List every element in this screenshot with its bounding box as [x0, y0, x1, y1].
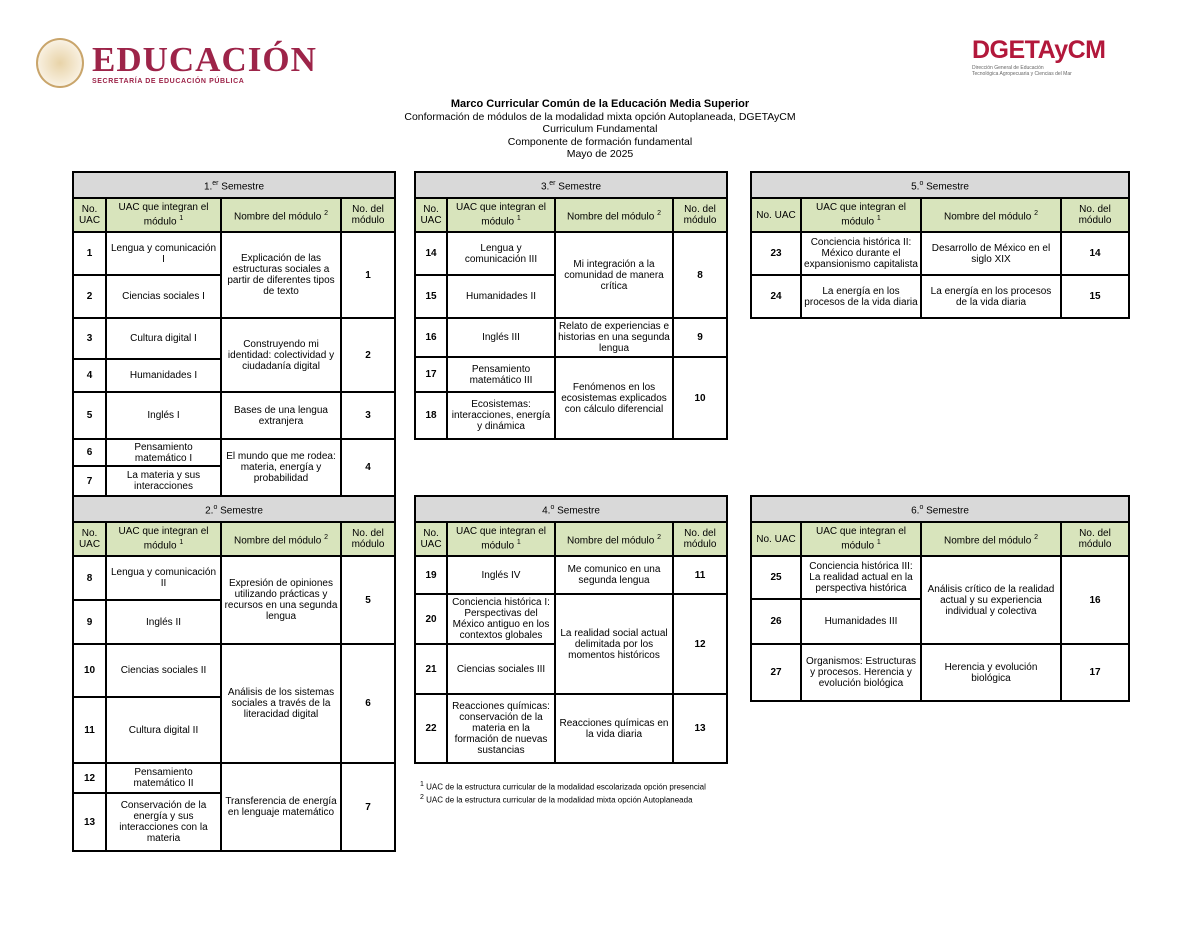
subtitle-conformacion: Conformación de módulos de la modalidad mixta opción Autoplaneada, DGETAyCM	[404, 110, 796, 123]
uac-name: Pensamiento matemático II	[106, 763, 221, 793]
semester-table-5	[750, 171, 1130, 319]
uac-number: 12	[73, 763, 106, 793]
module-name: Desarrollo de México en el siglo XIX	[921, 232, 1061, 275]
module-number: 17	[1061, 644, 1129, 701]
header-no-uac: No. UAC	[415, 198, 447, 232]
dgetaycm-name: DGETAyCM	[972, 36, 1106, 64]
module-number: 15	[1061, 275, 1129, 318]
uac-number: 11	[73, 697, 106, 763]
uac-name: La energía en los procesos de la vida diaria	[801, 275, 921, 318]
module-name: Herencia y evolución biológica	[921, 644, 1061, 701]
uac-name: Humanidades II	[447, 275, 555, 318]
header-nombre-modulo: Nombre del módulo $^2$	[555, 522, 673, 556]
module-number: 14	[1061, 232, 1129, 275]
subtitle-componente: Componente de formación fundamental	[507, 135, 693, 148]
table-row	[73, 318, 395, 359]
semester-title: 2.$^o$ Semestre	[73, 496, 395, 522]
module-name: La energía en los procesos de la vida diaria	[921, 275, 1061, 318]
uac-name: Ciencias sociales III	[447, 644, 555, 694]
module-name: Transferencia de energía en lenguaje matemático	[221, 763, 341, 851]
module-number: 7	[341, 763, 395, 851]
module-name: Análisis de los sistemas sociales a través de la literacidad digital	[221, 644, 341, 763]
sep-name: EDUCACIÓN	[92, 39, 317, 79]
uac-name: Humanidades III	[801, 599, 921, 644]
header-no-uac: No. UAC	[751, 522, 801, 556]
module-number: 4	[341, 439, 395, 496]
uac-number: 26	[751, 599, 801, 644]
dgetaycm-logo	[972, 36, 1106, 77]
table-row	[415, 318, 727, 357]
semester-table-3	[414, 171, 728, 440]
module-name: Relato de experiencias e historias en una segunda lengua	[555, 318, 673, 357]
header-no-modulo: No. del módulo	[1061, 522, 1129, 556]
uac-name: Inglés II	[106, 600, 221, 644]
semester-table-6	[750, 495, 1130, 702]
sep-logo	[36, 38, 317, 88]
module-name: Reacciones químicas en la vida diaria	[555, 694, 673, 763]
uac-number: 7	[73, 466, 106, 496]
header-nombre-modulo: Nombre del módulo $^2$	[921, 198, 1061, 232]
uac-number: 10	[73, 644, 106, 697]
uac-number: 24	[751, 275, 801, 318]
uac-number: 22	[415, 694, 447, 763]
table-row	[415, 357, 727, 392]
header-uac: UAC que integran el módulo $^1$	[801, 198, 921, 232]
document-titles	[300, 98, 900, 161]
semester-title: 1.$^{er}$ Semestre	[73, 172, 395, 198]
header-uac: UAC que integran el módulo $^1$	[106, 198, 221, 232]
uac-name: Reacciones químicas: conservación de la materia en la formación de nuevas sustancias	[447, 694, 555, 763]
uac-name: Conservación de la energía y sus interacciones con la materia	[106, 793, 221, 851]
footnote-1: $^1$ UAC de la estructura curricular de la modalidad escolarizada opción presencial	[420, 781, 706, 792]
national-seal-icon	[36, 38, 84, 88]
header-no-modulo: No. del módulo	[341, 198, 395, 232]
uac-name: Lengua y comunicación II	[106, 556, 221, 600]
module-number: 9	[673, 318, 727, 357]
table-row	[751, 232, 1129, 275]
table-row	[415, 694, 727, 763]
header-no-modulo: No. del módulo	[1061, 198, 1129, 232]
table-row	[751, 275, 1129, 318]
module-number: 16	[1061, 556, 1129, 644]
module-name: La realidad social actual delimitada por los momentos históricos	[555, 594, 673, 694]
uac-number: 3	[73, 318, 106, 359]
module-name: Expresión de opiniones utilizando prácticas y recursos en una segunda lengua	[221, 556, 341, 644]
uac-number: 18	[415, 392, 447, 439]
uac-number: 19	[415, 556, 447, 594]
semester-title: 6.$^o$ Semestre	[751, 496, 1129, 522]
uac-name: Lengua y comunicación III	[447, 232, 555, 275]
uac-name: Ciencias sociales II	[106, 644, 221, 697]
header-uac: UAC que integran el módulo $^1$	[106, 522, 221, 556]
uac-number: 2	[73, 275, 106, 318]
uac-number: 1	[73, 232, 106, 275]
header-uac: UAC que integran el módulo $^1$	[801, 522, 921, 556]
table-row	[751, 644, 1129, 701]
uac-number: 15	[415, 275, 447, 318]
uac-number: 27	[751, 644, 801, 701]
footnotes	[420, 780, 706, 805]
module-number: 6	[341, 644, 395, 763]
header-nombre-modulo: Nombre del módulo $^2$	[221, 522, 341, 556]
uac-number: 4	[73, 359, 106, 392]
module-number: 5	[341, 556, 395, 644]
module-number: 8	[673, 232, 727, 318]
table-row	[73, 232, 395, 275]
header-no-modulo: No. del módulo	[341, 522, 395, 556]
dgetaycm-subtitle-2: Tecnológica Agropecuaria y Ciencias del Mar	[972, 71, 1072, 77]
module-number: 1	[341, 232, 395, 318]
sep-subtitle: SECRETARÍA DE EDUCACIÓN PÚBLICA	[92, 77, 245, 85]
module-name: Me comunico en una segunda lengua	[555, 556, 673, 594]
uac-number: 21	[415, 644, 447, 694]
header-no-modulo: No. del módulo	[673, 522, 727, 556]
module-number: 11	[673, 556, 727, 594]
uac-name: Pensamiento matemático III	[447, 357, 555, 392]
semester-table-4	[414, 495, 728, 764]
table-row	[73, 556, 395, 600]
module-number: 12	[673, 594, 727, 694]
uac-name: Inglés IV	[447, 556, 555, 594]
uac-name: Conciencia histórica I: Perspectivas del México antiguo en los contextos globales	[447, 594, 555, 644]
header-uac: UAC que integran el módulo $^1$	[447, 198, 555, 232]
uac-name: Organismos: Estructuras y procesos. Herencia y evolución biológica	[801, 644, 921, 701]
header-no-uac: No. UAC	[415, 522, 447, 556]
uac-number: 17	[415, 357, 447, 392]
module-name: Construyendo mi identidad: colectividad y ciudadanía digital	[221, 318, 341, 392]
header-no-uac: No. UAC	[73, 198, 106, 232]
uac-number: 5	[73, 392, 106, 439]
module-name: Explicación de las estructuras sociales a partir de diferentes tipos de texto	[221, 232, 341, 318]
uac-number: 6	[73, 439, 106, 466]
module-number: 3	[341, 392, 395, 439]
module-number: 2	[341, 318, 395, 392]
document-title: Marco Curricular Común de la Educación Media Superior	[450, 98, 750, 110]
uac-number: 13	[73, 793, 106, 851]
table-row	[73, 439, 395, 466]
uac-name: Inglés I	[106, 392, 221, 439]
header-no-uac: No. UAC	[73, 522, 106, 556]
header-nombre-modulo: Nombre del módulo $^2$	[921, 522, 1061, 556]
module-number: 13	[673, 694, 727, 763]
header-nombre-modulo: Nombre del módulo $^2$	[555, 198, 673, 232]
uac-name: Ciencias sociales I	[106, 275, 221, 318]
header-nombre-modulo: Nombre del módulo $^2$	[221, 198, 341, 232]
table-row	[415, 556, 727, 594]
uac-name: La materia y sus interacciones	[106, 466, 221, 496]
module-name: Fenómenos en los ecosistemas explicados con cálculo diferencial	[555, 357, 673, 439]
module-name: Bases de una lengua extranjera	[221, 392, 341, 439]
uac-number: 20	[415, 594, 447, 644]
footnote-2: $^2$ UAC de la estructura curricular de la modalidad mixta opción Autoplaneada	[420, 793, 693, 805]
uac-name: Ecosistemas: interacciones, energía y dinámica	[447, 392, 555, 439]
uac-number: 23	[751, 232, 801, 275]
header-no-modulo: No. del módulo	[673, 198, 727, 232]
header-no-uac: No. UAC	[751, 198, 801, 232]
table-row	[415, 594, 727, 644]
table-row	[73, 763, 395, 793]
uac-number: 8	[73, 556, 106, 600]
uac-name: Cultura digital II	[106, 697, 221, 763]
table-row	[415, 232, 727, 275]
uac-name: Lengua y comunicación I	[106, 232, 221, 275]
header-uac: UAC que integran el módulo $^1$	[447, 522, 555, 556]
uac-name: Pensamiento matemático I	[106, 439, 221, 466]
uac-number: 16	[415, 318, 447, 357]
dgetaycm-subtitle-1: Dirección General de Educación	[972, 65, 1044, 71]
module-name: El mundo que me rodea: materia, energía y probabilidad	[221, 439, 341, 496]
table-row	[73, 644, 395, 697]
uac-number: 25	[751, 556, 801, 599]
module-name: Mi integración a la comunidad de manera crítica	[555, 232, 673, 318]
semester-title: 5.$^o$ Semestre	[751, 172, 1129, 198]
table-row	[73, 392, 395, 439]
uac-name: Inglés III	[447, 318, 555, 357]
uac-name: Conciencia histórica III: La realidad actual en la perspectiva histórica	[801, 556, 921, 599]
uac-number: 14	[415, 232, 447, 275]
table-row	[751, 556, 1129, 599]
semester-title: 3.$^{er}$ Semestre	[415, 172, 727, 198]
semester-table-2	[72, 495, 396, 852]
uac-name: Humanidades I	[106, 359, 221, 392]
uac-name: Conciencia histórica II: México durante el expansionismo capitalista	[801, 232, 921, 275]
semester-table-1	[72, 171, 396, 497]
uac-name: Cultura digital I	[106, 318, 221, 359]
module-name: Análisis crítico de la realidad actual y su experiencia individual y colectiva	[921, 556, 1061, 644]
subtitle-date: Mayo de 2025	[566, 148, 634, 160]
semester-title: 4.$^o$ Semestre	[415, 496, 727, 522]
subtitle-curriculum: Curriculum Fundamental	[542, 123, 658, 135]
module-number: 10	[673, 357, 727, 439]
uac-number: 9	[73, 600, 106, 644]
